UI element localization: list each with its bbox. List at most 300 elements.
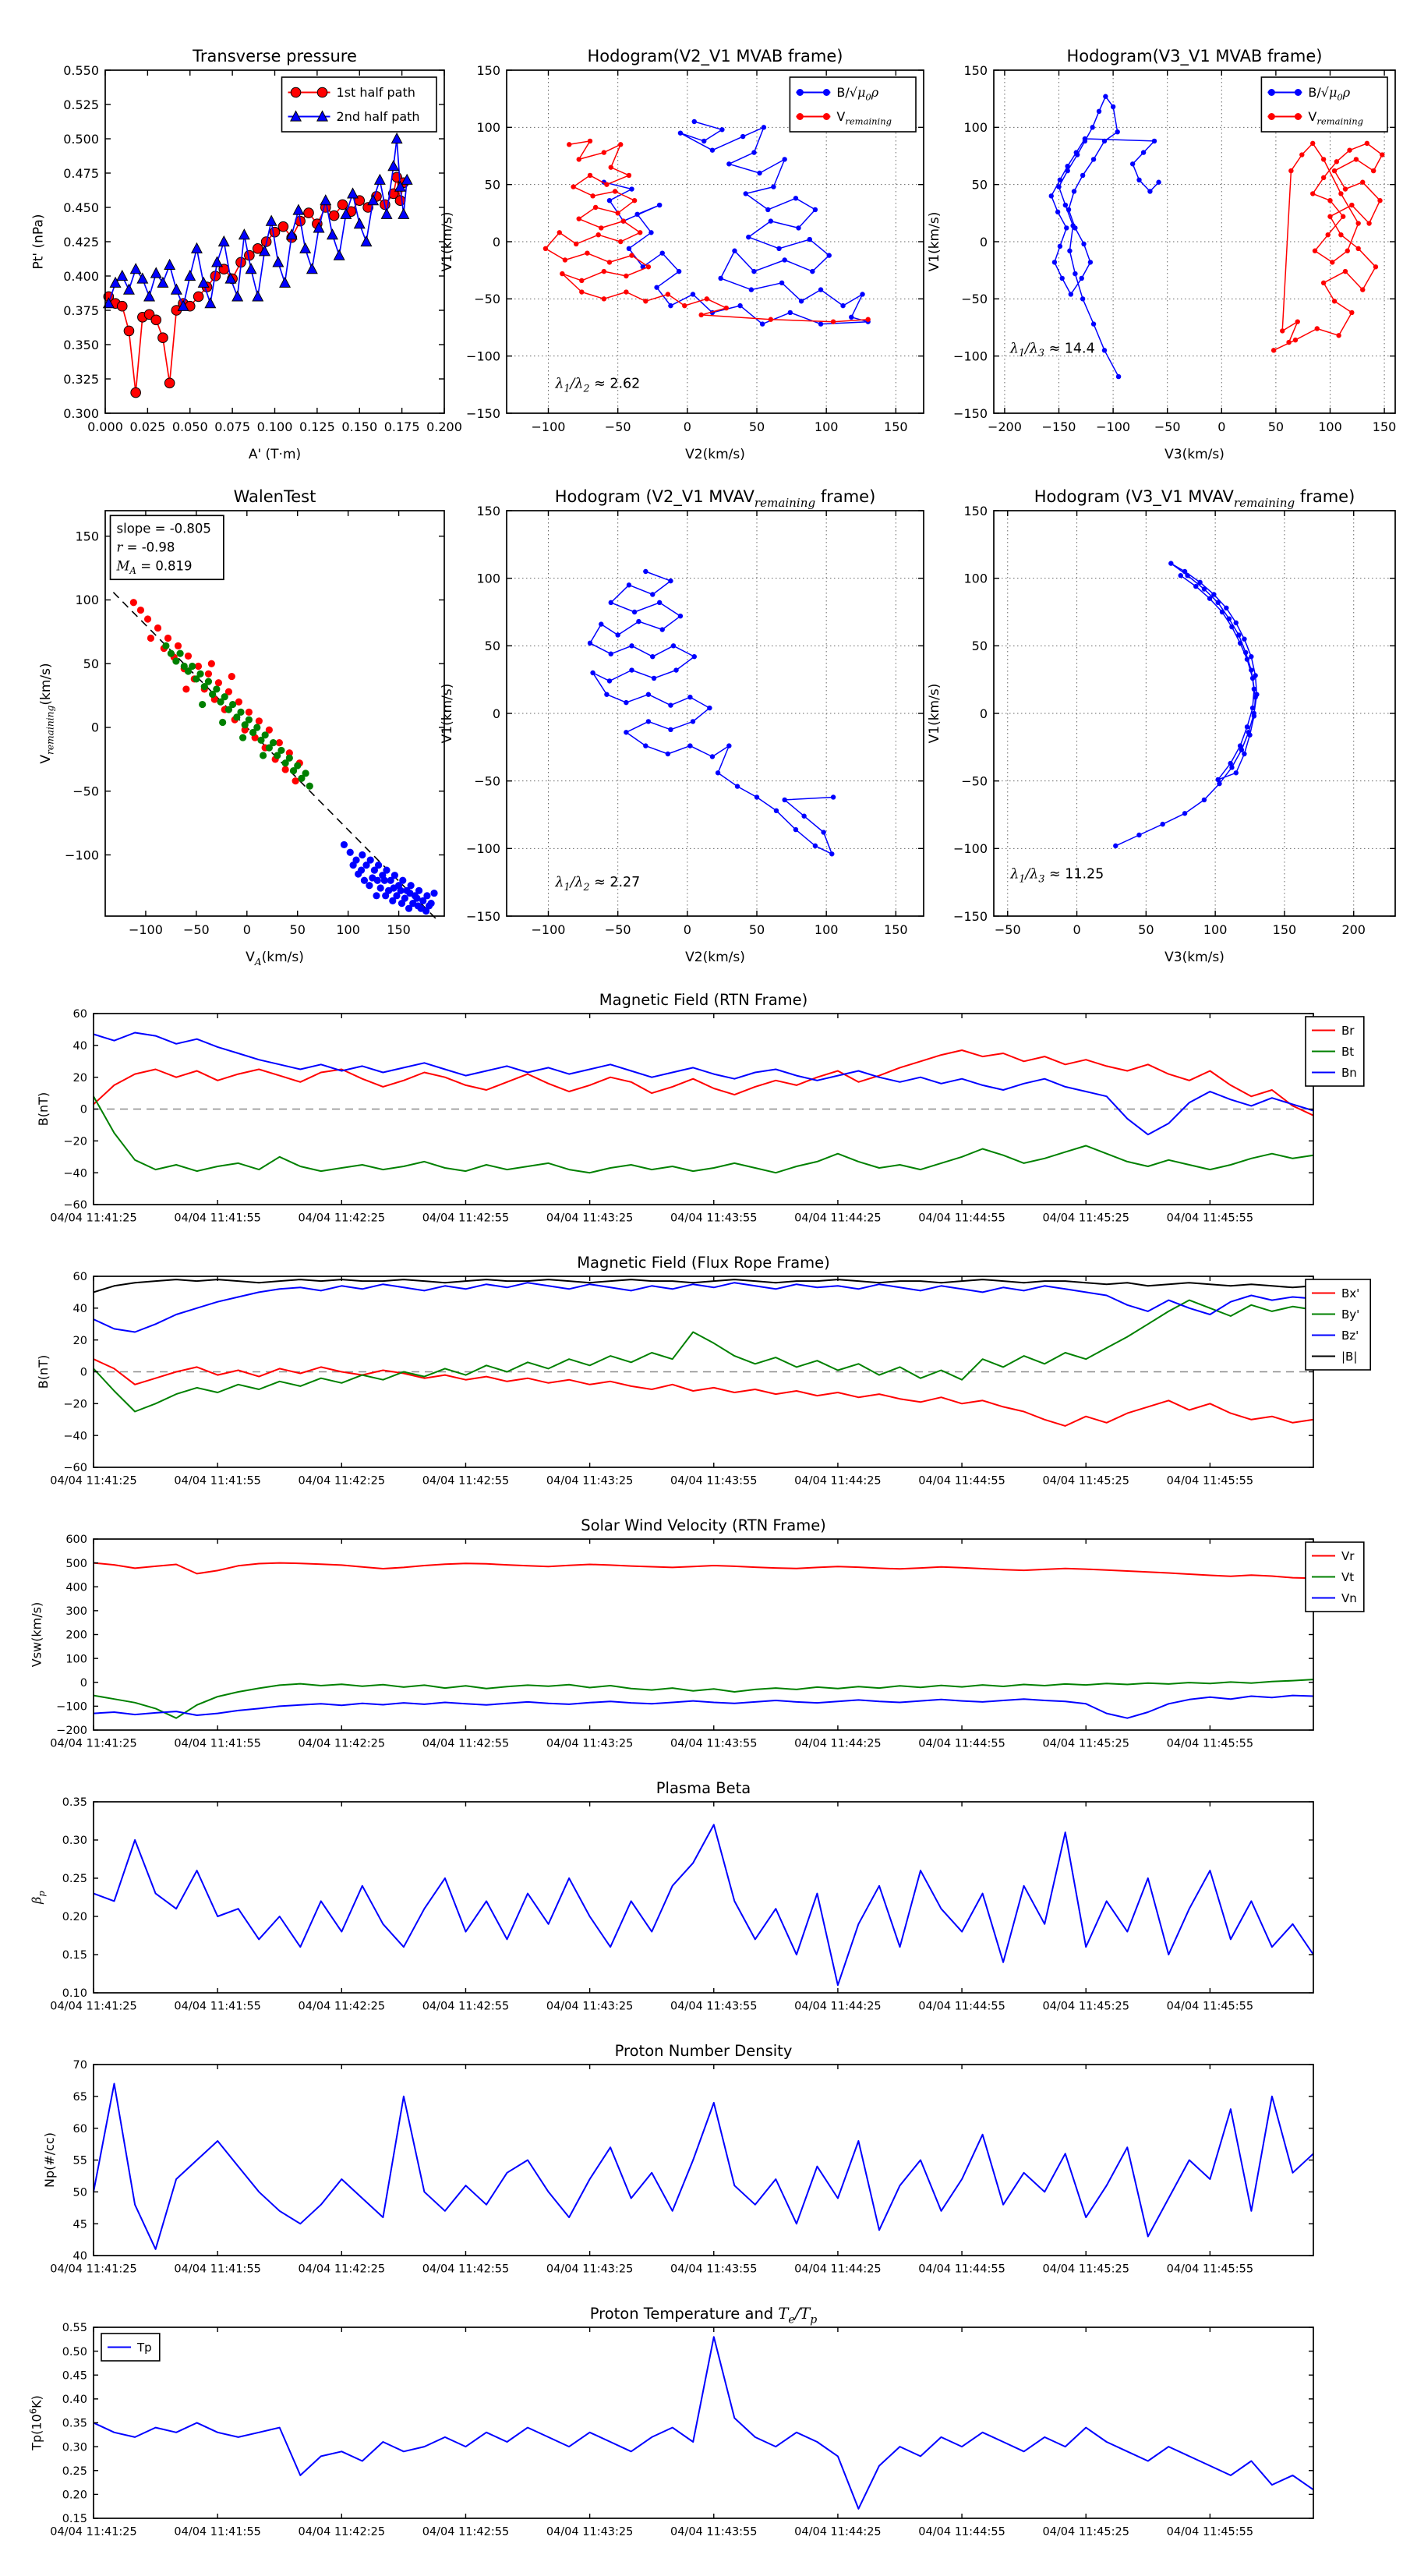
series-markers-scatter-green bbox=[162, 642, 313, 790]
dot-marker bbox=[253, 724, 260, 731]
series-line-by bbox=[94, 1300, 1313, 1412]
panel-title: Hodogram(V3_V1 MVAB frame) bbox=[1066, 47, 1323, 65]
legend-dot-icon bbox=[797, 89, 804, 96]
dot-marker bbox=[793, 196, 798, 200]
dot-marker bbox=[1065, 168, 1069, 173]
x-tick-label: 100 bbox=[1203, 922, 1228, 937]
y-tick-label: 0.450 bbox=[63, 200, 99, 215]
series-v-path bbox=[1113, 561, 1260, 848]
dot-marker bbox=[130, 599, 137, 606]
x-tick-label: 04/04 11:44:25 bbox=[794, 2000, 882, 2013]
dot-marker bbox=[172, 657, 179, 664]
dot-marker bbox=[1073, 225, 1077, 230]
dot-marker bbox=[650, 654, 655, 659]
dot-marker bbox=[1080, 296, 1085, 301]
x-axis-label: $V_A(km/s)$ bbox=[246, 950, 304, 968]
dot-marker bbox=[1242, 752, 1246, 756]
x-tick-label: 04/04 11:42:55 bbox=[422, 2525, 510, 2539]
x-tick-label: 04/04 11:44:55 bbox=[918, 2263, 1005, 2276]
dot-marker bbox=[405, 905, 412, 912]
series-line-br bbox=[94, 1050, 1313, 1116]
panel-title: Hodogram (V3_V1 $MVAV_{remaining}$ frame) bbox=[1034, 487, 1355, 510]
y-tick-label: 0.325 bbox=[63, 371, 99, 387]
dot-marker bbox=[1366, 221, 1371, 225]
dot-marker bbox=[1056, 184, 1061, 189]
dot-marker bbox=[629, 643, 634, 648]
dot-marker bbox=[643, 299, 648, 303]
x-tick-label: 04/04 11:44:55 bbox=[918, 1212, 1005, 1225]
x-tick-label: 04/04 11:41:25 bbox=[50, 2525, 137, 2539]
dot-marker bbox=[596, 232, 601, 237]
y-tick-label: −100 bbox=[65, 847, 99, 863]
y-tick-label: 100 bbox=[75, 593, 99, 608]
dot-marker bbox=[1182, 569, 1187, 574]
dot-marker bbox=[1315, 326, 1320, 331]
y-tick-label: 0.25 bbox=[62, 1873, 87, 1886]
y-tick-label: 0.300 bbox=[63, 405, 99, 421]
dot-marker bbox=[1343, 186, 1348, 191]
y-tick-label: 65 bbox=[72, 2091, 87, 2104]
dot-marker bbox=[1115, 129, 1119, 134]
series-markers-v-path bbox=[588, 569, 836, 857]
dot-marker bbox=[277, 747, 284, 754]
legend-label: $B/√\mu_0\rho$ bbox=[836, 85, 879, 103]
dot-marker bbox=[302, 770, 309, 777]
legend-label: By' bbox=[1341, 1307, 1360, 1322]
dot-marker bbox=[726, 161, 731, 166]
dot-marker bbox=[189, 663, 196, 670]
dot-marker bbox=[609, 600, 613, 605]
y-tick-label: 0 bbox=[492, 234, 500, 249]
y-tick-label: 0.500 bbox=[63, 131, 99, 147]
triangle-marker bbox=[307, 264, 317, 274]
y-tick-label: 0.425 bbox=[63, 234, 99, 249]
dot-marker bbox=[1250, 676, 1255, 681]
dot-marker bbox=[657, 203, 662, 207]
y-tick-label: 50 bbox=[971, 177, 988, 193]
panel-p1 bbox=[31, 47, 462, 462]
dot-marker bbox=[1141, 150, 1146, 154]
dot-marker bbox=[757, 171, 762, 175]
dot-marker bbox=[646, 719, 651, 724]
dot-marker bbox=[615, 211, 620, 215]
panel-p5 bbox=[440, 487, 924, 965]
dot-marker bbox=[821, 830, 825, 834]
dot-marker bbox=[1245, 724, 1249, 729]
dot-marker bbox=[1286, 340, 1291, 345]
y-tick-label: 0.30 bbox=[62, 2441, 87, 2454]
dot-marker bbox=[668, 579, 673, 583]
y-tick-label: −50 bbox=[72, 784, 99, 799]
x-tick-label: −50 bbox=[604, 419, 631, 434]
x-tick-label: 50 bbox=[1138, 922, 1154, 937]
y-tick-label: 400 bbox=[65, 1581, 87, 1594]
x-tick-label: 04/04 11:42:25 bbox=[298, 1212, 386, 1225]
dot-marker bbox=[1377, 198, 1382, 203]
x-tick-label: 04/04 11:45:25 bbox=[1042, 2263, 1129, 2276]
dot-marker bbox=[618, 239, 623, 244]
dot-marker bbox=[732, 249, 737, 253]
x-tick-label: 04/04 11:42:55 bbox=[422, 2000, 510, 2013]
x-tick-label: 04/04 11:44:25 bbox=[794, 1737, 882, 1750]
stats-line: slope = -0.805 bbox=[116, 521, 211, 536]
triangle-marker bbox=[348, 188, 358, 198]
y-tick-label: 50 bbox=[484, 639, 500, 654]
dot-marker bbox=[740, 134, 745, 139]
dot-marker bbox=[1247, 733, 1252, 738]
x-tick-label: 0.075 bbox=[214, 419, 251, 434]
dot-marker bbox=[571, 184, 575, 189]
dot-marker bbox=[751, 269, 756, 274]
triangle-marker bbox=[327, 229, 337, 239]
dot-marker bbox=[205, 678, 212, 685]
dot-marker bbox=[1253, 695, 1257, 699]
dot-marker bbox=[627, 246, 631, 251]
triangle-marker bbox=[219, 236, 229, 246]
triangle-marker bbox=[131, 264, 141, 274]
dot-marker bbox=[666, 292, 670, 296]
dot-marker bbox=[627, 173, 631, 178]
dot-marker bbox=[831, 319, 836, 324]
y-tick-label: 150 bbox=[476, 62, 500, 78]
y-tick-label: 0.25 bbox=[62, 2465, 87, 2478]
x-tick-label: 50 bbox=[748, 419, 765, 434]
dot-marker bbox=[383, 867, 390, 874]
panel-title: Magnetic Field (RTN Frame) bbox=[599, 991, 808, 1009]
x-tick-label: 04/04 11:42:25 bbox=[298, 1737, 386, 1750]
legend-label: Bn bbox=[1341, 1065, 1357, 1080]
y-tick-label: 200 bbox=[65, 1629, 87, 1642]
y-tick-label: 0.375 bbox=[63, 303, 99, 318]
x-tick-label: −50 bbox=[604, 922, 631, 937]
y-tick-label: −100 bbox=[466, 349, 500, 364]
x-tick-label: −100 bbox=[1096, 419, 1131, 434]
y-tick-label: 100 bbox=[963, 571, 988, 586]
dot-marker bbox=[557, 230, 562, 235]
y-tick-label: 0.525 bbox=[63, 97, 99, 112]
dot-marker bbox=[1243, 650, 1248, 655]
dot-marker bbox=[588, 641, 592, 646]
series-line-v-remaining bbox=[1274, 143, 1382, 350]
dot-marker bbox=[182, 685, 189, 692]
circle-marker bbox=[117, 301, 127, 311]
dot-marker bbox=[366, 882, 373, 889]
triangle-marker bbox=[246, 264, 256, 274]
panel-beta bbox=[29, 1779, 1313, 2013]
dot-marker bbox=[1080, 276, 1084, 281]
dot-marker bbox=[270, 739, 277, 746]
y-tick-label: 150 bbox=[963, 62, 988, 78]
dot-marker bbox=[692, 654, 697, 659]
dot-marker bbox=[1249, 667, 1253, 672]
legend-dot-icon bbox=[1295, 89, 1302, 96]
y-tick-label: 60 bbox=[72, 1271, 87, 1284]
legend-dot-icon bbox=[1268, 113, 1275, 120]
dot-marker bbox=[718, 276, 723, 281]
panel-tp bbox=[27, 2305, 1313, 2539]
panel-title: Transverse pressure bbox=[193, 47, 357, 65]
dot-marker bbox=[829, 851, 834, 856]
x-tick-label: 04/04 11:41:55 bbox=[174, 2525, 261, 2539]
circle-marker bbox=[304, 208, 314, 218]
dot-marker bbox=[782, 157, 786, 161]
x-tick-label: 04/04 11:44:55 bbox=[918, 1737, 1005, 1750]
x-tick-label: −200 bbox=[987, 419, 1022, 434]
dot-marker bbox=[678, 130, 683, 135]
dot-marker bbox=[1224, 606, 1228, 610]
dot-marker bbox=[359, 851, 366, 858]
dot-marker bbox=[1066, 207, 1071, 212]
circle-marker bbox=[395, 196, 405, 206]
dot-marker bbox=[1354, 157, 1359, 161]
x-tick-label: 04/04 11:43:25 bbox=[546, 2525, 634, 2539]
dot-marker bbox=[237, 709, 244, 716]
y-tick-label: 50 bbox=[484, 177, 500, 193]
dot-marker bbox=[691, 292, 695, 296]
y-tick-label: −50 bbox=[961, 292, 988, 307]
legend-label: Vt bbox=[1341, 1569, 1355, 1584]
series-line-v-remaining bbox=[546, 141, 868, 322]
series-1st-half-path bbox=[104, 172, 408, 398]
x-tick-label: 04/04 11:41:55 bbox=[174, 1474, 261, 1488]
series-line-tp bbox=[94, 2337, 1313, 2509]
series-tp bbox=[94, 2337, 1313, 2509]
panel-title: Proton Number Density bbox=[614, 2042, 793, 2060]
dot-marker bbox=[294, 762, 301, 769]
dot-marker bbox=[707, 706, 712, 710]
series-line-b-over-sqrt-mu0-rho bbox=[604, 122, 868, 324]
y-tick-label: 0.55 bbox=[62, 2322, 87, 2335]
dot-marker bbox=[413, 895, 420, 902]
dot-marker bbox=[1069, 292, 1073, 296]
x-axis-label: V2(km/s) bbox=[685, 950, 745, 965]
dot-marker bbox=[1103, 94, 1108, 99]
stats-line: $M_A = 0.819$ bbox=[116, 558, 193, 576]
x-tick-label: 100 bbox=[336, 922, 360, 937]
y-tick-label: 0.20 bbox=[62, 2489, 87, 2502]
series-scatter-blue bbox=[341, 841, 438, 915]
dot-marker bbox=[389, 897, 396, 904]
x-tick-label: 04/04 11:45:55 bbox=[1166, 2525, 1254, 2539]
panel-p2 bbox=[440, 47, 924, 462]
dot-marker bbox=[1130, 161, 1135, 166]
dot-marker bbox=[615, 632, 620, 637]
x-tick-label: −50 bbox=[182, 922, 210, 937]
dot-marker bbox=[1067, 249, 1072, 253]
dot-marker bbox=[1229, 625, 1234, 629]
dot-marker bbox=[687, 743, 692, 748]
dot-marker bbox=[1347, 147, 1352, 152]
x-tick-label: 04/04 11:45:55 bbox=[1166, 2263, 1254, 2276]
series-2nd-half-path bbox=[104, 133, 412, 310]
series-v-remaining bbox=[543, 139, 871, 324]
triangle-marker bbox=[391, 133, 401, 143]
dot-marker bbox=[246, 717, 253, 724]
series-line-v-path bbox=[1115, 564, 1256, 846]
triangle-marker bbox=[144, 291, 154, 301]
dot-marker bbox=[604, 692, 609, 697]
dot-marker bbox=[1049, 193, 1054, 198]
y-axis-label: Vsw(km/s) bbox=[29, 1601, 44, 1668]
dot-marker bbox=[860, 292, 864, 296]
dot-marker bbox=[423, 892, 430, 899]
dot-marker bbox=[1136, 833, 1141, 837]
x-axis-label: V3(km/s) bbox=[1164, 447, 1225, 462]
dot-marker bbox=[162, 642, 169, 649]
dot-marker bbox=[1073, 271, 1077, 276]
dot-marker bbox=[682, 303, 687, 308]
dot-marker bbox=[1081, 242, 1086, 246]
dot-marker bbox=[256, 717, 263, 724]
dot-marker bbox=[760, 321, 765, 326]
dot-marker bbox=[702, 139, 706, 143]
x-tick-label: 04/04 11:43:55 bbox=[670, 2000, 758, 2013]
dot-marker bbox=[543, 246, 548, 251]
dot-marker bbox=[373, 892, 380, 899]
dot-marker bbox=[1334, 159, 1339, 164]
dot-marker bbox=[602, 269, 606, 274]
x-tick-label: 04/04 11:44:25 bbox=[794, 1474, 882, 1488]
dot-marker bbox=[599, 621, 603, 626]
y-tick-label: −100 bbox=[56, 1700, 87, 1714]
dot-marker bbox=[602, 296, 606, 301]
dot-marker bbox=[1310, 141, 1315, 146]
dot-marker bbox=[1371, 168, 1376, 173]
series-beta-p bbox=[94, 1824, 1313, 1985]
y-tick-label: 0 bbox=[80, 1366, 87, 1379]
dot-marker bbox=[1147, 189, 1152, 193]
dot-marker bbox=[1360, 287, 1365, 292]
dot-marker bbox=[705, 296, 709, 301]
triangle-marker bbox=[398, 209, 408, 219]
dot-marker bbox=[660, 627, 665, 632]
dot-marker bbox=[624, 289, 628, 294]
x-tick-label: 150 bbox=[884, 922, 908, 937]
dot-marker bbox=[643, 569, 648, 574]
dot-marker bbox=[1058, 244, 1062, 249]
x-tick-label: 04/04 11:44:55 bbox=[918, 2000, 1005, 2013]
x-tick-label: 100 bbox=[1318, 419, 1342, 434]
triangle-marker bbox=[205, 298, 215, 308]
x-tick-label: 0.025 bbox=[129, 419, 166, 434]
circle-marker bbox=[131, 387, 141, 398]
series-markers-scatter-blue bbox=[341, 841, 438, 915]
y-tick-label: 100 bbox=[963, 120, 988, 136]
x-tick-label: 04/04 11:43:55 bbox=[670, 1737, 758, 1750]
y-tick-label: 0.45 bbox=[62, 2369, 87, 2383]
legend-label: $B/√\mu_0\rho$ bbox=[1308, 85, 1351, 103]
y-tick-label: 150 bbox=[75, 529, 99, 544]
x-tick-label: 0 bbox=[683, 419, 691, 434]
dot-marker bbox=[577, 157, 581, 161]
annotation-text: $\lambda_1/\lambda_3 \approx 14.4$ bbox=[1009, 341, 1095, 359]
x-tick-label: 04/04 11:41:25 bbox=[50, 2263, 137, 2276]
dot-marker bbox=[1349, 310, 1354, 315]
y-tick-label: −150 bbox=[466, 405, 500, 421]
dot-marker bbox=[1234, 621, 1239, 625]
x-tick-label: 04/04 11:45:25 bbox=[1042, 1737, 1129, 1750]
dot-marker bbox=[632, 610, 637, 614]
legend-circle-icon bbox=[317, 87, 327, 97]
x-tick-label: 0 bbox=[1073, 922, 1081, 937]
dot-marker bbox=[627, 582, 631, 587]
dot-marker bbox=[849, 315, 853, 320]
x-tick-label: 04/04 11:43:55 bbox=[670, 2525, 758, 2539]
panel-title: Hodogram(V2_V1 MVAB frame) bbox=[587, 47, 843, 65]
dot-marker bbox=[698, 313, 703, 317]
dot-marker bbox=[799, 299, 804, 303]
x-tick-label: −50 bbox=[1154, 419, 1181, 434]
x-tick-label: 04/04 11:42:25 bbox=[298, 1474, 386, 1488]
dot-marker bbox=[1074, 150, 1079, 154]
legend bbox=[101, 2334, 160, 2361]
dot-marker bbox=[607, 198, 612, 203]
x-tick-label: 100 bbox=[814, 419, 839, 434]
dot-marker bbox=[1349, 203, 1354, 207]
x-tick-label: 04/04 11:42:25 bbox=[298, 2000, 386, 2013]
panel-title: Proton Temperature and $T_e/T_p$ bbox=[589, 2305, 818, 2327]
x-tick-label: 04/04 11:43:25 bbox=[546, 1737, 634, 1750]
y-tick-label: 300 bbox=[65, 1605, 87, 1619]
y-axis-label: V1(km/s) bbox=[439, 211, 455, 272]
dot-marker bbox=[1207, 596, 1212, 600]
dot-marker bbox=[422, 908, 429, 915]
dot-marker bbox=[1197, 580, 1202, 585]
triangle-marker bbox=[361, 236, 371, 246]
dot-marker bbox=[1242, 636, 1246, 641]
dot-marker bbox=[636, 619, 641, 624]
dot-marker bbox=[1330, 260, 1334, 264]
legend-label: |B| bbox=[1341, 1349, 1358, 1364]
x-axis-label: V2(km/s) bbox=[685, 447, 745, 462]
dot-marker bbox=[1052, 260, 1057, 264]
triangle-marker bbox=[300, 243, 310, 253]
x-tick-label: 04/04 11:45:25 bbox=[1042, 1474, 1129, 1488]
y-tick-label: 0.40 bbox=[62, 2394, 87, 2407]
panel-bfr bbox=[36, 1254, 1370, 1488]
x-tick-label: 0.100 bbox=[256, 419, 293, 434]
grid bbox=[994, 511, 1395, 916]
axes-frame bbox=[94, 1802, 1313, 1993]
y-axis-label: Pt' (nPa) bbox=[30, 214, 47, 270]
dot-marker bbox=[634, 212, 639, 217]
dot-marker bbox=[1332, 168, 1337, 173]
dot-marker bbox=[646, 692, 651, 697]
dot-marker bbox=[1234, 770, 1239, 775]
legend-dot-icon bbox=[1295, 113, 1302, 120]
x-tick-label: 04/04 11:42:25 bbox=[298, 2263, 386, 2276]
dot-marker bbox=[769, 218, 773, 223]
dot-marker bbox=[1228, 761, 1232, 766]
y-tick-label: 0.50 bbox=[62, 2345, 87, 2358]
dot-marker bbox=[687, 695, 692, 699]
series-v-remaining bbox=[1271, 141, 1385, 353]
legend bbox=[790, 77, 916, 132]
dot-marker bbox=[629, 186, 634, 191]
dot-marker bbox=[1355, 221, 1360, 225]
y-tick-label: −60 bbox=[63, 1462, 87, 1475]
y-tick-label: 70 bbox=[72, 2059, 87, 2072]
legend-circle-icon bbox=[291, 87, 301, 97]
y-tick-label: −40 bbox=[63, 1167, 87, 1180]
dot-marker bbox=[618, 142, 623, 147]
x-tick-label: 0 bbox=[242, 922, 251, 937]
dot-marker bbox=[1295, 319, 1300, 324]
dot-marker bbox=[1299, 152, 1304, 157]
series-bx bbox=[94, 1359, 1313, 1426]
x-tick-label: 04/04 11:45:55 bbox=[1166, 1474, 1254, 1488]
dot-marker bbox=[430, 890, 437, 897]
